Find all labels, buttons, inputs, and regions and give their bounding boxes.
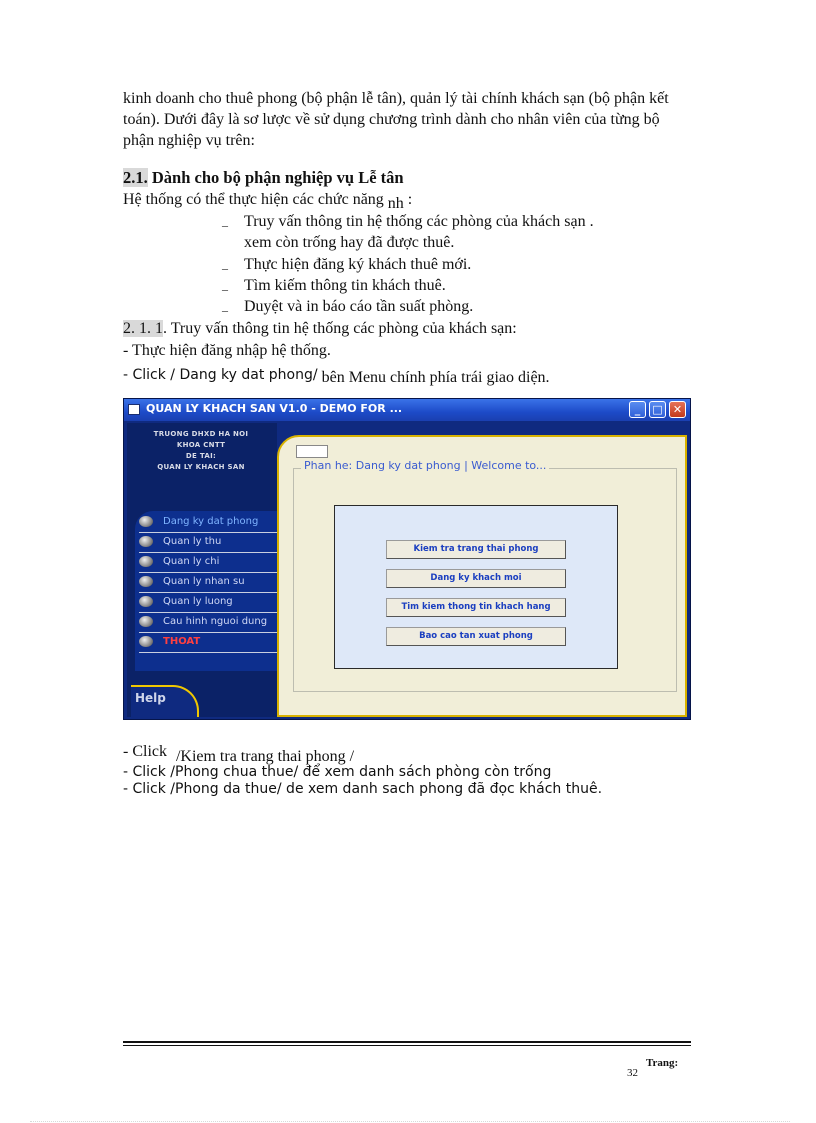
intro-paragraph: kinh doanh cho thuê phong (bộ phận lễ tân), quản lý tài chính khách sạn (bộ phận kết toán). Dưới đây là sơ lược về sử dụng chương trình dành cho nhân viên của từng bộ phận nghiệp vụ trên: — [123, 90, 669, 149]
menu-item-quan-ly-nhan-su[interactable] — [139, 573, 277, 593]
menu-item-label: THOAT — [163, 636, 201, 647]
menu-bullet-icon — [139, 576, 153, 587]
maximize-button[interactable]: □ — [649, 401, 666, 418]
step-login: - Thực hiện đăng nhập hệ thống. — [123, 342, 331, 359]
menu-item-quan-ly-chi[interactable] — [139, 553, 277, 573]
bullet-continuation: xem còn trống hay đã được thuê. — [244, 234, 455, 251]
functions-intro-text: Hệ thống có thể thực hiện các chức năng — [123, 191, 384, 208]
dang-ky-khach-moi-button[interactable]: Dang ky khach moi — [386, 569, 566, 588]
help-button[interactable]: Help — [135, 691, 166, 705]
school-line: TRUONG DHXD HA NOI — [153, 430, 249, 438]
bullet-text: Duyệt và in báo cáo tần suất phòng. — [244, 298, 474, 315]
functions-intro-tail: nh — [387, 195, 404, 212]
menu-item-label: Quan ly thu — [163, 536, 222, 547]
app-titlebar — [124, 399, 690, 421]
bullet-item: – Duyệt và in báo cáo tần suất phòng. — [222, 298, 474, 317]
bullet-text: Thực hiện đăng ký khách thuê mới. — [244, 256, 472, 273]
functions-intro — [123, 190, 412, 210]
bao-cao-tan-xuat-button[interactable]: Bao cao tan xuat phong — [386, 627, 566, 646]
app-content — [277, 435, 687, 717]
section-heading — [123, 168, 404, 188]
action-panel — [334, 505, 618, 669]
tim-kiem-thong-tin-button[interactable]: Tim kiem thong tin khach hang — [386, 598, 566, 617]
bullet-text: Truy vấn thông tin hệ thống các phòng của khách sạn . — [244, 213, 594, 230]
menu-item-label: Dang ky dat phong — [163, 516, 259, 527]
after-step-3: - Click /Phong da thue/ de xem danh sach phong đã đọc khách thuê. — [123, 781, 603, 797]
after-step-1 — [123, 741, 355, 765]
menu-bullet-icon — [139, 536, 153, 547]
menu-bullet-icon — [139, 616, 153, 627]
menu-bullet-icon — [139, 556, 153, 567]
main-menu — [135, 511, 277, 671]
menu-item-dang-ky-dat-phong[interactable] — [139, 513, 277, 533]
page-edge — [30, 1121, 790, 1122]
functions-colon: : — [407, 191, 413, 208]
menu-bullet-icon — [139, 516, 153, 527]
menu-item-label: Quan ly luong — [163, 596, 233, 607]
menu-item-quan-ly-thu[interactable] — [139, 533, 277, 553]
school-line: DE TAI: — [185, 452, 217, 460]
subsection-heading — [123, 319, 517, 339]
after-step-1-post: /Kiem tra trang thai phong / — [175, 748, 355, 765]
minimize-button[interactable]: _ — [629, 401, 646, 418]
step-menu — [123, 364, 550, 385]
section-title: Dành cho bộ phận nghiệp vụ Lễ tân — [147, 168, 404, 187]
school-line: QUAN LY KHACH SAN — [157, 463, 245, 471]
footer-label: Trang: — [646, 1057, 679, 1069]
footer-rule-thin — [123, 1045, 691, 1046]
bullet-item: – Truy vấn thông tin hệ thống các phòng của khách sạn . — [222, 213, 594, 232]
close-button[interactable]: ✕ — [669, 401, 686, 418]
bullet-item: – Thực hiện đăng ký khách thuê mới. — [222, 256, 472, 275]
app-title: QUAN LY KHACH SAN V1.0 - DEMO FOR ... — [146, 402, 403, 415]
menu-item-cau-hinh[interactable] — [139, 613, 277, 633]
app-icon — [128, 404, 140, 415]
after-step-2: - Click /Phong chua thue/ để xem danh sách phòng còn trống — [123, 764, 552, 780]
step-menu-pre: - Click / Dang ky dat phong/ — [123, 367, 318, 383]
tab-stub[interactable] — [296, 445, 328, 458]
page-number: 32 — [627, 1067, 638, 1079]
kiem-tra-trang-thai-phong-button[interactable]: Kiem tra trang thai phong — [386, 540, 566, 559]
after-step-1-pre: - Click — [123, 743, 167, 760]
app-sidebar — [127, 423, 277, 717]
app-window — [123, 398, 691, 720]
step-menu-post: bên Menu chính phía trái giao diện. — [317, 369, 550, 386]
menu-item-label: Cau hinh nguoi dung — [163, 616, 268, 627]
school-banner — [131, 429, 271, 473]
bullet-text: Tìm kiếm thông tin khách thuê. — [244, 277, 446, 294]
school-line: KHOA CNTT — [176, 441, 226, 449]
subsection-number: 2. 1. 1 — [123, 320, 163, 337]
menu-item-label: Quan ly chi — [163, 556, 220, 567]
menu-item-quan-ly-luong[interactable] — [139, 593, 277, 613]
menu-item-thoat[interactable] — [139, 633, 277, 653]
section-number: 2.1. — [123, 168, 148, 187]
subsection-title: . Truy vấn thông tin hệ thống các phòng của khách sạn: — [163, 320, 517, 337]
menu-bullet-icon — [139, 596, 153, 607]
group-label: Phan he: Dang ky dat phong | Welcome to... — [301, 459, 549, 472]
bullet-item: – Tìm kiếm thông tin khách thuê. — [222, 277, 446, 296]
footer-rule — [123, 1041, 691, 1043]
menu-bullet-icon — [139, 636, 153, 647]
menu-item-label: Quan ly nhan su — [163, 576, 245, 587]
